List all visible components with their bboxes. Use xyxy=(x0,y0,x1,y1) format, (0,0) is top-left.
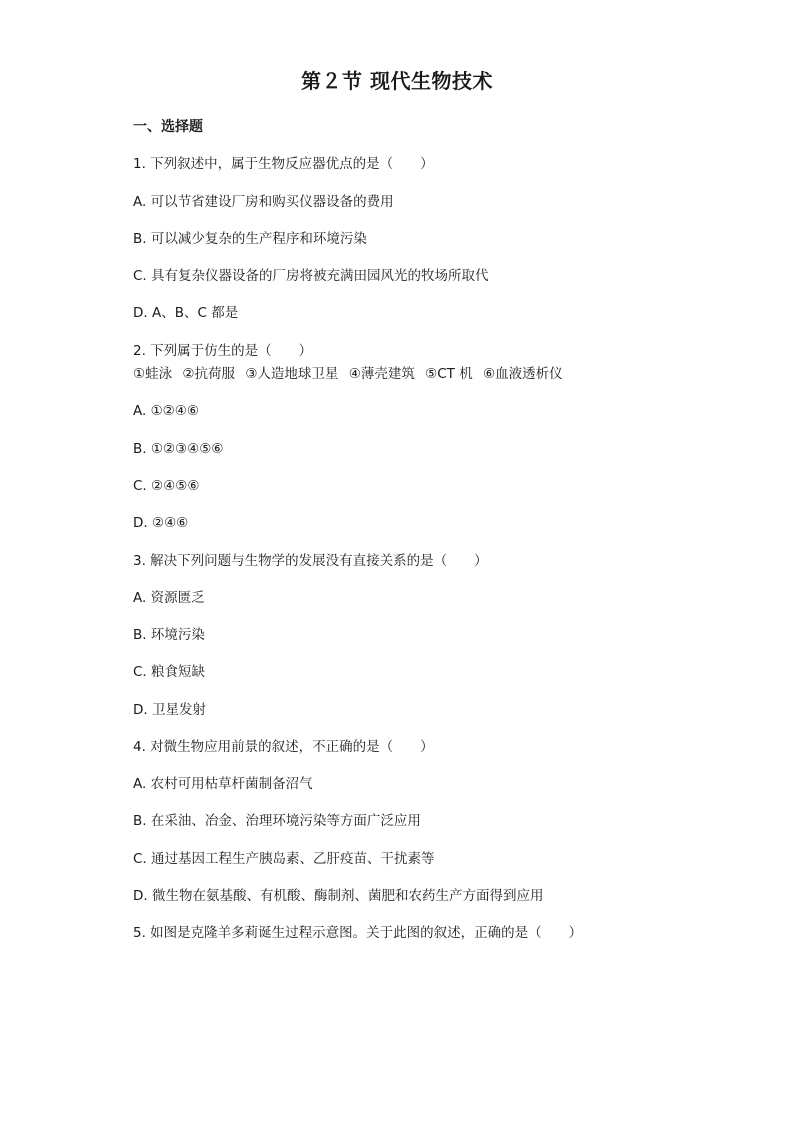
page-title: 第２节 现代生物技术 xyxy=(301,69,493,93)
question-2-option-c: C. ②④⑤⑥ xyxy=(133,478,200,494)
question-1-stem: 1. 下列叙述中，属于生物反应器优点的是（ ） xyxy=(133,156,434,172)
question-2-items xyxy=(133,365,563,383)
question-2-option-d: D. ②④⑥ xyxy=(133,515,189,531)
question-4-option-c: C. 通过基因工程生产胰岛素、乙肝疫苗、干扰素等 xyxy=(133,851,435,867)
question-3-option-a: A. 资源匮乏 xyxy=(133,590,205,606)
question-2-item: ③人造地球卫星 xyxy=(245,366,339,382)
question-2-item: ⑥血液透析仪 xyxy=(483,366,563,382)
question-3-option-b: B. 环境污染 xyxy=(133,627,205,643)
question-1-option-b: B. 可以减少复杂的生产程序和环境污染 xyxy=(133,231,367,247)
question-2-item: ①蛙泳 xyxy=(133,366,173,382)
question-4-option-a: A. 农村可用枯草杆菌制备沼气 xyxy=(133,776,313,792)
question-3-option-d: D. 卫星发射 xyxy=(133,702,206,718)
question-1-option-d: D. A、B、C 都是 xyxy=(133,305,239,321)
question-3-stem: 3. 解决下列问题与生物学的发展没有直接关系的是（ ） xyxy=(133,553,488,569)
question-2-item: ②抗荷服 xyxy=(182,366,236,382)
question-1-option-c: C. 具有复杂仪器设备的厂房将被充满田园风光的牧场所取代 xyxy=(133,268,489,284)
question-4-option-b: B. 在采油、冶金、治理环境污染等方面广泛应用 xyxy=(133,813,421,829)
question-2-stem: 2. 下列属于仿生的是（ ） xyxy=(133,343,313,359)
question-2-option-a: A. ①②④⑥ xyxy=(133,403,199,419)
question-2-option-b: B. ①②③④⑤⑥ xyxy=(133,441,224,457)
question-2-item: ⑤CT 机 xyxy=(425,366,473,382)
question-2-item: ④薄壳建筑 xyxy=(348,366,415,382)
question-1-option-a: A. 可以节省建设厂房和购买仪器设备的费用 xyxy=(133,194,394,210)
question-4-option-d: D. 微生物在氨基酸、有机酸、酶制剂、菌肥和农药生产方面得到应用 xyxy=(133,888,544,904)
question-4-stem: 4. 对微生物应用前景的叙述，不正确的是（ ） xyxy=(133,739,434,755)
section-heading: 一、选择题 xyxy=(133,119,203,135)
question-3-option-c: C. 粮食短缺 xyxy=(133,664,206,680)
question-5-stem: 5. 如图是克隆羊多莉诞生过程示意图。关于此图的叙述，正确的是（ ） xyxy=(133,925,583,941)
